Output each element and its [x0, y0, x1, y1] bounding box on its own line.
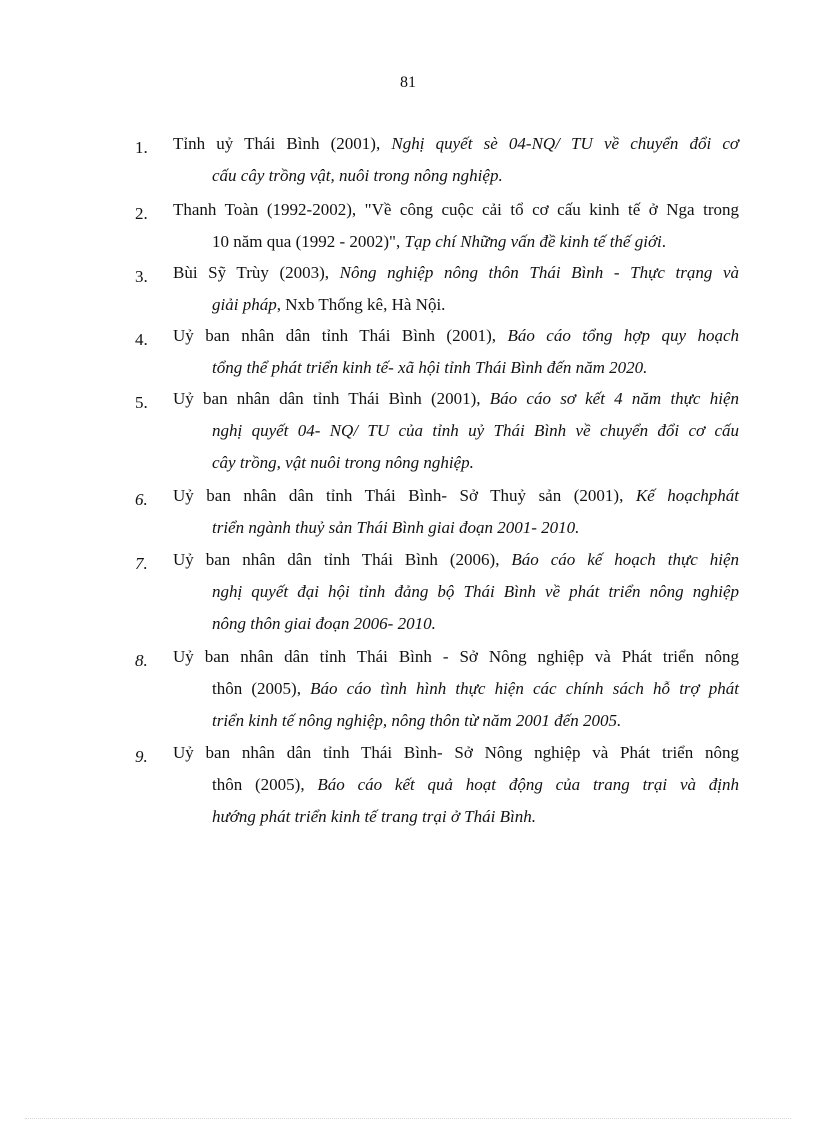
reference-line	[212, 801, 739, 833]
reference-line	[173, 641, 739, 673]
reference-text: Uỷ ban nhân dân tỉnh Thái Bình - Sở Nông nghiệp và Phát triển nông	[173, 647, 739, 666]
reference-title-text: Báo cáo tình hình thực hiện các chính sách hỗ trợ phát	[310, 679, 739, 698]
reference-text: Uỷ ban nhân dân tỉnh Thái Bình- Sở Nông nghiệp và Phát triển nông	[173, 743, 739, 762]
reference-line	[212, 226, 739, 258]
reference-line	[173, 257, 739, 289]
reference-number: 1.	[135, 138, 148, 157]
reference-line	[212, 415, 739, 447]
reference-title-text: hướng phát triển kinh tế trang trại ở Thái Bình.	[212, 807, 536, 826]
reference-text: , Nxb Thống kê, Hà Nội.	[276, 295, 446, 314]
reference-text: Uỷ ban nhân dân tỉnh Thái Bình (2001),	[173, 326, 508, 345]
reference-title-text: Tạp chí Những vấn đề kinh tế thế giới	[404, 232, 662, 251]
reference-title-text: Nghị quyết sè 04-NQ/ TU về chuyển đổi cơ	[391, 134, 739, 153]
reference-number: 6.	[135, 490, 148, 509]
reference-title-text: nghị quyết đại hội tỉnh đảng bộ Thái Bình về phát triển nông nghiệp	[212, 582, 739, 601]
reference-number: 2.	[135, 204, 148, 223]
reference-title-text: triển kinh tế nông nghiệp, nông thôn từ năm 2001 đến 2005.	[212, 711, 622, 730]
reference-number: 7.	[135, 554, 148, 573]
reference-line	[212, 673, 739, 705]
reference-line	[212, 447, 739, 479]
reference-number: 3.	[135, 267, 148, 286]
reference-title-text: nghị quyết 04- NQ/ TU của tỉnh uỷ Thái Bình về chuyển đổi cơ cấu	[212, 421, 739, 440]
reference-title-text: Báo cáo kế hoạch thực hiện	[511, 550, 740, 569]
reference-number: 8.	[135, 651, 148, 670]
reference-line	[212, 160, 739, 192]
reference-line	[212, 576, 739, 608]
reference-text: thôn (2005),	[212, 775, 318, 794]
reference-line	[173, 194, 739, 226]
reference-text: .	[661, 232, 666, 251]
reference-text: Uỷ ban nhân dân tỉnh Thái Bình (2006),	[173, 550, 512, 569]
reference-line	[173, 544, 739, 576]
reference-title-text: nông thôn giai đoạn 2006- 2010.	[212, 614, 436, 633]
reference-text: thôn (2005),	[212, 679, 311, 698]
reference-line	[173, 320, 739, 352]
reference-line	[173, 480, 739, 512]
reference-line	[173, 737, 739, 769]
reference-title-text: triển ngành thuỷ sản Thái Bình giai đoạn 2001- 2010.	[212, 518, 580, 537]
reference-line	[212, 352, 739, 384]
reference-text: Tỉnh uỷ Thái Bình (2001),	[173, 134, 392, 153]
reference-line	[173, 383, 739, 415]
reference-line	[212, 769, 739, 801]
reference-number: 4.	[135, 330, 148, 349]
page-bottom-rule	[25, 1118, 791, 1119]
reference-title-text: cấu cây trồng vật, nuôi trong nông nghiệp.	[212, 166, 503, 185]
reference-text: Thanh Toàn (1992-2002), "Về công cuộc cải tổ cơ cấu kinh tế ở Nga trong	[173, 200, 739, 219]
reference-line	[212, 289, 739, 321]
reference-text: Bùi Sỹ Trùy (2003),	[173, 263, 340, 282]
reference-title-text: Báo cáo sơ kết 4 năm thực hiện	[489, 389, 739, 408]
reference-line	[212, 608, 739, 640]
reference-line	[212, 705, 739, 737]
reference-title-text: Báo cáo tổng hợp quy hoạch	[507, 326, 739, 345]
reference-line	[173, 128, 739, 160]
reference-text: Uỷ ban nhân dân tỉnh Thái Bình (2001),	[173, 389, 490, 408]
reference-number: 5.	[135, 393, 148, 412]
reference-text: 10 năm qua (1992 - 2002)",	[212, 232, 405, 251]
reference-title-text: cây trồng, vật nuôi trong nông nghiệp.	[212, 453, 474, 472]
reference-text: Uỷ ban nhân dân tỉnh Thái Bình- Sở Thuỷ sản (2001),	[173, 486, 636, 505]
reference-title-text: Kế hoạchphát	[635, 486, 739, 505]
reference-line	[212, 512, 739, 544]
page-number: 81	[400, 74, 416, 91]
reference-title-text: Nông nghiệp nông thôn Thái Bình - Thực trạng và	[339, 263, 739, 282]
reference-title-text: giải pháp	[212, 295, 277, 314]
reference-title-text: Báo cáo kết quả hoạt động của trang trại và định	[317, 775, 740, 794]
reference-title-text: tổng thể phát triển kinh tế- xã hội tỉnh Thái Bình đến năm 2020.	[212, 358, 648, 377]
reference-number: 9.	[135, 747, 148, 766]
